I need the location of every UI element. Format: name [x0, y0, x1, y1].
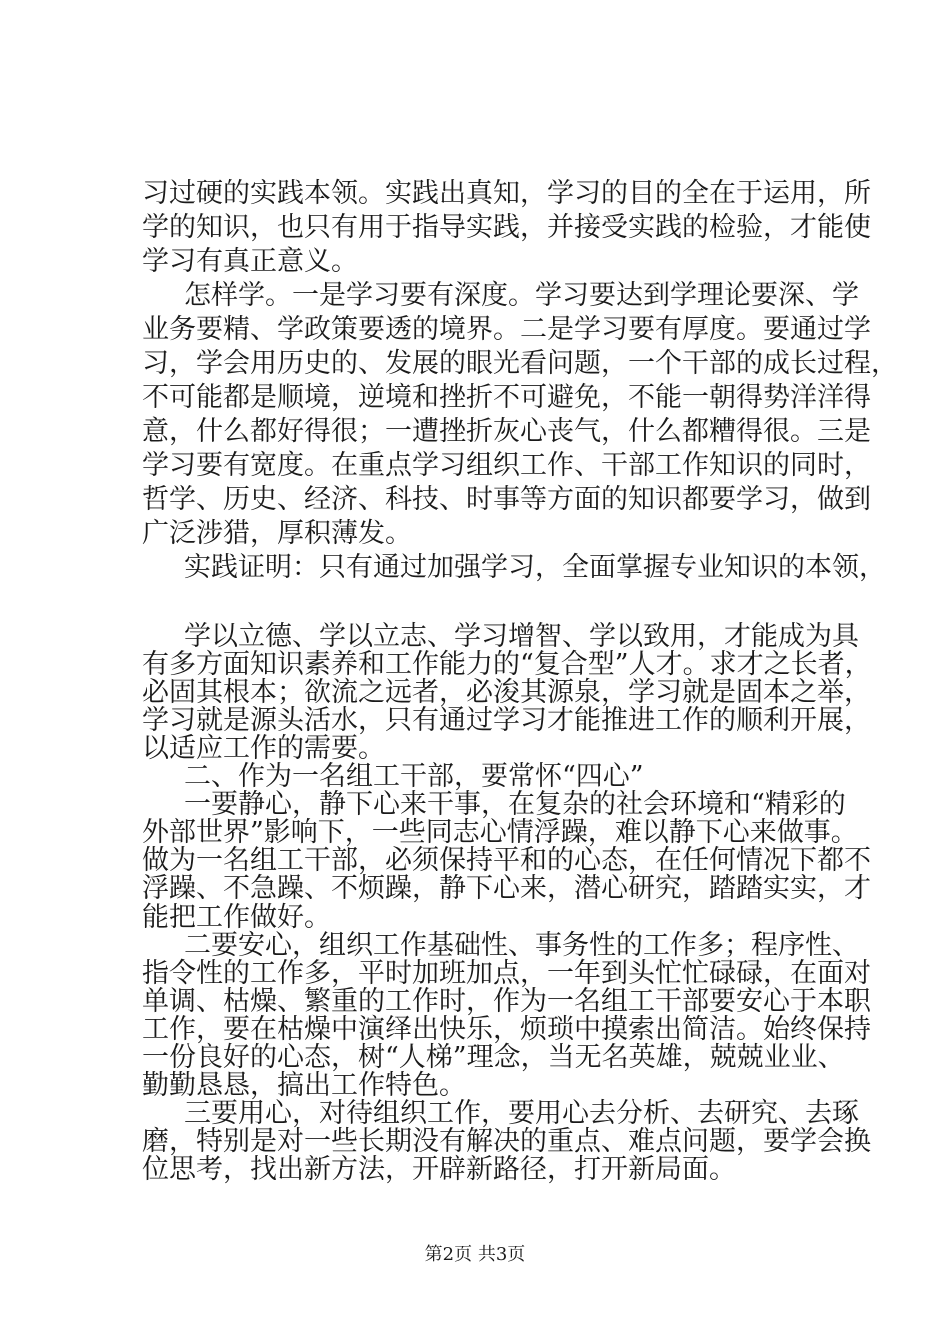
text-line: 单调、枯燥、繁重的工作时，作为一名组工干部要安心于本职 — [142, 985, 871, 1017]
text-line: 学习要有宽度。在重点学习组织工作、干部工作知识的同时， — [142, 450, 871, 481]
text-line: 意，什么都好得很；一遭挫折灰心丧气，什么都糟得很。三是 — [142, 416, 871, 447]
text-line: 哲学、历史、经济、科技、时事等方面的知识都要学习，做到 — [142, 484, 871, 515]
text-line: 不可能都是顺境，逆境和挫折不可避免，不能一朝得势洋洋得 — [142, 382, 871, 413]
text-line: 外部世界”影响下，一些同志心情浮躁，难以静下心来做事。 — [142, 817, 858, 849]
text-line: 实践证明：只有通过加强学习，全面掌握专业知识的本领， — [184, 552, 886, 583]
text-line: 浮躁、不急躁、不烦躁，静下心来，潜心研究，踏踏实实，才 — [142, 873, 871, 905]
text-line: 位思考，找出新方法，开辟新路径，打开新局面。 — [142, 1154, 736, 1185]
text-line: 有多方面知识素养和工作能力的“复合型”人才。求才之长者， — [142, 649, 872, 681]
text-line: 指令性的工作多，平时加班加点，一年到头忙忙碌碌，在面对 — [142, 957, 871, 989]
text-line: 学的知识，也只有用于指导实践，并接受实践的检验，才能使 — [142, 212, 871, 243]
text-line: 习过硬的实践本领。实践出真知，学习的目的全在于运用，所 — [142, 178, 871, 209]
text-line: 能把工作做好。 — [142, 901, 331, 933]
text-line: 一份良好的心态，树“人梯”理念，当无名英雄，兢兢业业、 — [142, 1041, 845, 1073]
text-line: 习，学会用历史的、发展的眼光看问题，一个干部的成长过程， — [142, 348, 898, 379]
text-line: 做为一名组工干部，必须保持平和的心态，在任何情况下都不 — [142, 845, 871, 877]
text-line: 以适应工作的需要。 — [142, 733, 385, 765]
page-footer: 第2页 共3页 — [424, 1244, 526, 1265]
text-line: 学习有真正意义。 — [142, 246, 358, 277]
text-line: 怎样学。一是学习要有深度。学习要达到学理论要深、学 — [184, 280, 859, 311]
text-line: 广泛涉猎，厚积薄发。 — [142, 518, 412, 549]
text-line: 三要用心，对待组织工作，要用心去分析、去研究、去琢 — [184, 1097, 859, 1129]
text-line: 业务要精、学政策要透的境界。二是学习要有厚度。要通过学 — [142, 314, 871, 345]
text-line: 勤勤恳恳，搞出工作特色。 — [142, 1069, 466, 1101]
text-line: 一要静心，静下心来干事，在复杂的社会环境和“精彩的 — [184, 789, 846, 821]
text-line: 学习就是源头活水，只有通过学习才能推进工作的顺利开展， — [142, 705, 871, 737]
section-heading: 二、作为一名组工干部，要常怀“四心” — [184, 761, 644, 793]
text-line: 二要安心，组织工作基础性、事务性的工作多；程序性、 — [184, 929, 859, 961]
text-line: 必固其根本；欲流之远者，必浚其源泉，学习就是固本之举， — [142, 677, 871, 709]
text-line: 磨，特别是对一些长期没有解决的重点、难点问题，要学会换 — [142, 1125, 871, 1157]
text-line: 学以立德、学以立志、学习增智、学以致用，才能成为具 — [184, 621, 859, 652]
text-line: 工作，要在枯燥中演绎出快乐，烦琐中摸索出简洁。始终保持 — [142, 1013, 871, 1045]
